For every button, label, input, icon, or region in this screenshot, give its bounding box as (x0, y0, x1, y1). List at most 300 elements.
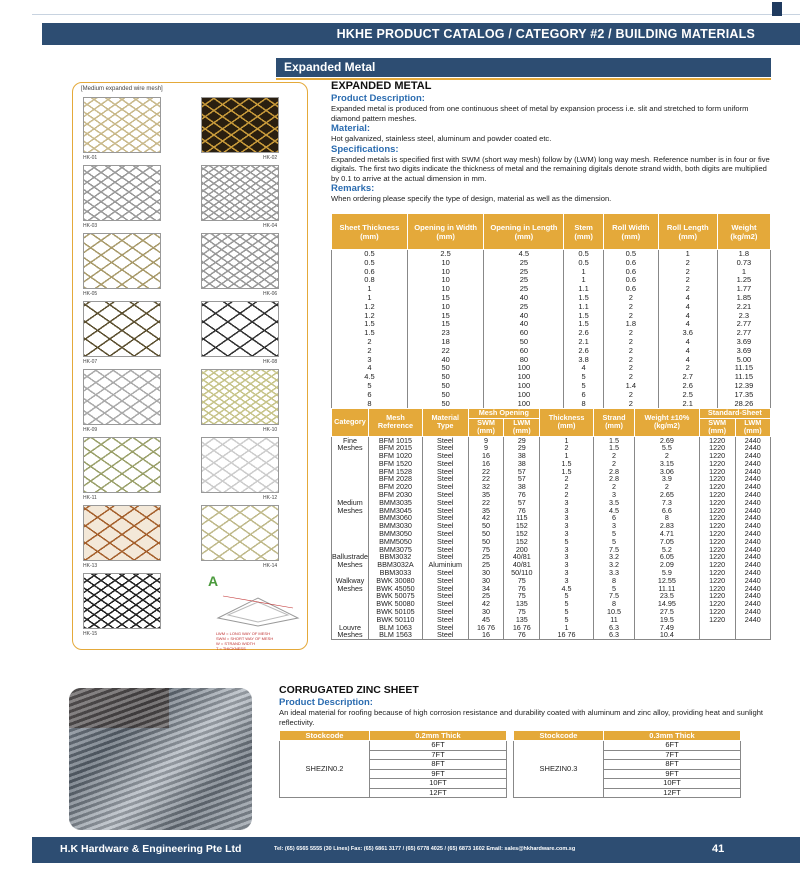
mesh-swatch (83, 573, 161, 629)
table-cell: 50 (484, 338, 564, 347)
table-header-cell: Roll Width (mm) (603, 214, 658, 250)
table-cell: 100 (484, 391, 564, 400)
swatch-label: HK-06 (263, 291, 278, 297)
table-cell: 38 (504, 483, 540, 491)
table-cell: 0.5 (332, 259, 408, 268)
table-cell: BBM3032 (368, 553, 422, 561)
table-cell: Steel (422, 522, 468, 530)
table-cell: 42 (468, 600, 504, 608)
zinc-sheet-photo (69, 688, 252, 830)
table-cell: 1.2 (332, 303, 408, 312)
table-cell: 1220 (699, 577, 735, 585)
table-cell: 11.15 (717, 373, 770, 382)
mesh-swatch (83, 97, 161, 153)
table-cell: 6 (593, 514, 634, 522)
table-cell: 50 (407, 373, 484, 382)
table-cell: 2.7 (658, 373, 717, 382)
table-cell: Meshes (332, 507, 369, 515)
table-cell: BWK 50075 (368, 592, 422, 600)
table-cell: 2 (603, 356, 658, 365)
table-cell: 152 (504, 522, 540, 530)
table-cell: 22 (407, 347, 484, 356)
col-mesh-reference: Mesh Reference (368, 409, 422, 437)
table-cell: BWK 50105 (368, 608, 422, 616)
table-cell: 23.5 (635, 592, 700, 600)
table-cell: 2.6 (564, 347, 604, 356)
table-cell: 2.8 (593, 468, 634, 476)
table-cell: 0.6 (603, 276, 658, 285)
col-swm: SWM (mm) (468, 418, 504, 436)
table-cell: 2 (603, 312, 658, 321)
product-title: EXPANDED METAL (331, 80, 432, 92)
table-cell: 1 (658, 250, 717, 259)
table-cell: 0.6 (332, 268, 408, 277)
table-cell: 2440 (735, 444, 770, 452)
mesh-swatch (83, 301, 161, 357)
table-cell: 1220 (699, 460, 735, 468)
table-cell: 2 (540, 483, 594, 491)
diagram-legend (216, 631, 273, 651)
table-cell: 1220 (699, 608, 735, 616)
table-cell: 2 (540, 475, 594, 483)
table-cell: 0.8 (332, 276, 408, 285)
table-cell: 1 (564, 276, 604, 285)
table-cell: 1220 (699, 452, 735, 460)
table-cell: 1.1 (564, 303, 604, 312)
table-cell: 16 (468, 631, 504, 639)
size-cell: 9FT (604, 769, 741, 779)
table-cell: 1220 (699, 444, 735, 452)
table-cell: Ballustrade (332, 552, 368, 562)
table-cell: 2 (603, 329, 658, 338)
table-cell: 40 (484, 294, 564, 303)
table-cell: 29 (504, 436, 540, 444)
table-cell: 1.5 (593, 444, 634, 452)
corner-tab (772, 2, 782, 16)
table-cell: 152 (504, 538, 540, 546)
table-cell: Louvre (332, 624, 369, 632)
table-cell: 22 (468, 468, 504, 476)
table-row (332, 268, 771, 277)
size-cell: 10FT (604, 779, 741, 789)
mesh-swatch (201, 505, 279, 561)
size-cell: 6FT (370, 741, 507, 751)
table-cell: Steel (422, 538, 468, 546)
table-cell: 1.5 (540, 460, 594, 468)
table-row (332, 303, 771, 312)
table-cell: 3 (332, 356, 408, 365)
table-cell: Steel (422, 475, 468, 483)
swatch-label: HK-03 (83, 223, 98, 229)
table-cell: 16 (468, 452, 504, 460)
swatch-label: HK-02 (263, 155, 278, 161)
table-cell: 1 (332, 285, 408, 294)
col-category: Category (332, 409, 369, 437)
mesh-swatch (201, 233, 279, 289)
table-row (332, 382, 771, 391)
table-cell: 2440 (735, 538, 770, 546)
table-cell: 3 (593, 491, 634, 499)
swatch-label: HK-15 (83, 631, 98, 637)
table-cell: Steel (422, 468, 468, 476)
table-cell: Walkway (332, 577, 369, 585)
table-cell: 2440 (735, 507, 770, 515)
mesh-swatch (201, 97, 279, 153)
table-cell: 2 (635, 483, 700, 491)
table-cell: 4 (658, 320, 717, 329)
table-cell: 0.5 (603, 250, 658, 259)
table-cell: 1.5 (593, 436, 634, 444)
table-cell: 30 (468, 577, 504, 585)
table-cell: 2440 (735, 585, 770, 593)
table-cell (332, 483, 369, 491)
table-cell: 25 (484, 268, 564, 277)
table-cell: 38 (504, 452, 540, 460)
table-cell: Aluminium (422, 561, 468, 569)
table-cell: 4 (658, 347, 717, 356)
table-cell: 50 (468, 538, 504, 546)
table-cell: Steel (422, 507, 468, 515)
table-cell: 76 (504, 507, 540, 515)
table-cell: 5 (540, 592, 594, 600)
table-cell: 0.6 (603, 268, 658, 277)
table-cell: Steel (422, 499, 468, 507)
table-cell: 75 (504, 608, 540, 616)
table-cell: 2 (593, 460, 634, 468)
table-cell: 19.5 (635, 616, 700, 624)
table-row (332, 356, 771, 365)
diagram-label: A (208, 573, 219, 589)
table-cell: 5 (540, 600, 594, 608)
table-cell: 1 (564, 268, 604, 277)
table-row (332, 338, 771, 347)
table-cell: BWK 50080 (368, 600, 422, 608)
table-cell: 1.1 (564, 285, 604, 294)
table-cell: 18 (407, 338, 484, 347)
size-cell: 10FT (370, 779, 507, 789)
table-cell: 2440 (735, 577, 770, 585)
table-cell: 8 (332, 400, 408, 409)
table-cell: 8 (635, 514, 700, 522)
swatch-label: HK-05 (83, 291, 98, 297)
table-cell: BFM 1020 (368, 452, 422, 460)
catalog-header: HKHE PRODUCT CATALOG / CATEGORY #2 / BUILDING MATERIALS (42, 23, 800, 45)
table-cell: 3.15 (635, 460, 700, 468)
stockcode-cell: SHEZIN0.2 (280, 741, 370, 798)
table-cell: Steel (422, 452, 468, 460)
table-cell: Steel (422, 631, 468, 639)
table-cell: 2.1 (658, 400, 717, 409)
table-cell: 50 (407, 391, 484, 400)
table-header-cell: Opening in Length (mm) (484, 214, 564, 250)
col-material-type: Material Type (422, 409, 468, 437)
table-cell: 3 (540, 530, 594, 538)
table-cell: 1 (540, 436, 594, 444)
size-cell: 8FT (604, 760, 741, 770)
table-cell (332, 600, 369, 608)
mesh-swatch (201, 301, 279, 357)
table-cell: 2.09 (635, 561, 700, 569)
table-cell: 0.6 (603, 285, 658, 294)
table-header-cell: Stockcode (514, 731, 604, 741)
table-cell: 14.95 (635, 600, 700, 608)
table-cell: 6 (332, 391, 408, 400)
table-cell: 57 (504, 468, 540, 476)
mesh-samples-panel (72, 82, 308, 650)
table-cell: BFM 2030 (368, 491, 422, 499)
table-cell: 1.5 (332, 320, 408, 329)
table-cell: 3.8 (564, 356, 604, 365)
table-cell: 4 (658, 338, 717, 347)
table-cell: Steel (422, 514, 468, 522)
table-cell: 6.3 (593, 631, 634, 639)
table-cell: 42 (468, 514, 504, 522)
table-cell: 1.2 (332, 312, 408, 321)
table-cell: 1.5 (332, 329, 408, 338)
table-cell: 15 (407, 312, 484, 321)
table-cell (332, 592, 369, 600)
table-cell: 3.06 (635, 468, 700, 476)
table-cell (332, 538, 369, 546)
table-cell: 2440 (735, 522, 770, 530)
table-cell: 60 (484, 329, 564, 338)
table-cell: 3.5 (593, 499, 634, 507)
table-row (332, 329, 771, 338)
table-cell: 2440 (735, 569, 770, 577)
table-cell: 1.4 (603, 382, 658, 391)
table-cell: 4.71 (635, 530, 700, 538)
table-cell: 2.3 (717, 312, 770, 321)
table-cell: 17.35 (717, 391, 770, 400)
table-cell: 3.6 (658, 329, 717, 338)
table-cell: Steel (422, 624, 468, 632)
table-cell: 2 (603, 338, 658, 347)
table-cell: 35 (468, 507, 504, 515)
table-cell: 40 (484, 312, 564, 321)
table-cell: 2.8 (593, 475, 634, 483)
table-cell: Steel (422, 553, 468, 561)
table-cell: 3 (540, 553, 594, 561)
col-standard-sheet: Standard-Sheet (699, 409, 770, 419)
table-header-cell: 0.3mm Thick (604, 731, 741, 741)
table-cell: 29 (504, 444, 540, 452)
table-header-cell: Opening in Width (mm) (407, 214, 484, 250)
expanded-metal-text (331, 80, 771, 204)
table-cell: 1.5 (564, 320, 604, 329)
table-cell: 2440 (735, 616, 770, 624)
table-cell: Steel (422, 444, 468, 452)
table-cell: 3 (593, 522, 634, 530)
size-cell: 7FT (604, 750, 741, 760)
table-header-row (332, 409, 771, 419)
table-cell: 1 (540, 452, 594, 460)
table-cell: 6.3 (593, 624, 634, 632)
table-cell: 1220 (699, 553, 735, 561)
table-cell: 38 (504, 460, 540, 468)
table-cell: 2440 (735, 514, 770, 522)
table-cell: 11.11 (635, 585, 700, 593)
table-cell: 2 (658, 276, 717, 285)
table-cell: 80 (484, 356, 564, 365)
table-cell: 28.26 (717, 400, 770, 409)
panel-caption: [Medium expanded wire mesh] (81, 86, 163, 92)
table-cell: 6.05 (635, 553, 700, 561)
table-cell: 1220 (699, 468, 735, 476)
table-header-row (514, 731, 741, 741)
table-cell: Meshes (332, 585, 369, 593)
table-cell: 1.8 (717, 250, 770, 259)
table-cell: Steel (422, 530, 468, 538)
table-cell: 3 (540, 577, 594, 585)
swatch-label: HK-10 (263, 427, 278, 433)
table-cell: 115 (504, 514, 540, 522)
table-cell: 3.9 (635, 475, 700, 483)
table-cell: 2.21 (717, 303, 770, 312)
size-cell: 12FT (370, 788, 507, 798)
table-cell: 8 (593, 600, 634, 608)
col-sheet-lwm: LWM (mm) (735, 418, 770, 436)
table-cell: 45 (468, 616, 504, 624)
table-cell: 1.77 (717, 285, 770, 294)
table-cell: Fine (332, 436, 369, 444)
legend-line: T = THICKNESS (216, 646, 246, 651)
table-cell: 50 (407, 382, 484, 391)
table-cell: 76 (504, 631, 540, 639)
table-cell: 3 (540, 507, 594, 515)
table-cell (699, 631, 735, 639)
table-cell: 100 (484, 400, 564, 409)
table-cell: 3 (540, 522, 594, 530)
size-cell: 12FT (604, 788, 741, 798)
table-cell: 2440 (735, 530, 770, 538)
table-row (332, 276, 771, 285)
table-cell: 5 (593, 585, 634, 593)
table-cell: 4.5 (484, 250, 564, 259)
table-cell: 5 (540, 538, 594, 546)
table-row (332, 631, 771, 639)
table-cell: 11.15 (717, 364, 770, 373)
table-cell: 8 (564, 400, 604, 409)
swatch-label: HK-08 (263, 359, 278, 365)
table-cell: 4.5 (540, 585, 594, 593)
spec-table (331, 213, 771, 409)
table-cell: 76 (504, 585, 540, 593)
swatch-label: HK-01 (83, 155, 98, 161)
footer (32, 837, 800, 863)
desc-heading: Product Description: (331, 93, 425, 104)
table-cell: 3.2 (593, 561, 634, 569)
table-cell: 32 (468, 483, 504, 491)
table-header-cell: Stockcode (280, 731, 370, 741)
table-cell (332, 530, 369, 538)
table-row (332, 373, 771, 382)
spec-text: Expanded metals is specified first with SWM (short way mesh) follow by (LWM) long way mesh. Reference number is in four or five digitals. The first two digits indicate the thickness of metal and the remaining digitals denote strand width, both digits are multiplied by 0.1 to arrive at the actual dimension in mm. (331, 154, 770, 183)
table-cell: 2.65 (635, 491, 700, 499)
mesh-swatch (201, 437, 279, 493)
table-cell: 25 (468, 561, 504, 569)
table-cell: BFM 1015 (368, 436, 422, 444)
table-cell: BMM3050 (368, 530, 422, 538)
table-cell: 1220 (699, 436, 735, 444)
table-cell: 2.83 (635, 522, 700, 530)
table-cell: 5 (540, 616, 594, 624)
table-cell: BFM 2028 (368, 475, 422, 483)
table-cell: 6.6 (635, 507, 700, 515)
table-cell: 1.25 (717, 276, 770, 285)
table-cell: 0.6 (603, 259, 658, 268)
desc-text: Expanded metal is produced from one continuous sheet of metal by expansion process i.e. slit and stretched to form uniform diamond pattern meshes. (331, 104, 749, 123)
table-cell: 23 (407, 329, 484, 338)
table-cell: 2 (603, 347, 658, 356)
table-cell: 60 (484, 347, 564, 356)
table-cell: BMM5050 (368, 538, 422, 546)
size-cell: 8FT (370, 760, 507, 770)
table-header-cell: 0.2mm Thick (370, 731, 507, 741)
table-cell: 1220 (699, 600, 735, 608)
table-cell: 7.5 (593, 592, 634, 600)
table-cell: 2440 (735, 452, 770, 460)
table-cell: Meshes (332, 561, 369, 569)
table-cell: 4.5 (593, 507, 634, 515)
table-cell: BBM3032A (368, 561, 422, 569)
table-cell: 30 (468, 569, 504, 577)
table-cell: Steel (422, 592, 468, 600)
table-cell: Steel (422, 546, 468, 554)
table-cell (332, 468, 369, 476)
table-row (332, 285, 771, 294)
table-cell: 1220 (699, 538, 735, 546)
table-cell: Steel (422, 460, 468, 468)
table-cell: 2440 (735, 608, 770, 616)
table-cell (332, 452, 369, 460)
table-cell: Meshes (332, 631, 369, 639)
table-cell: 34 (468, 585, 504, 593)
table-row (332, 391, 771, 400)
swatch-label: HK-04 (263, 223, 278, 229)
table-cell: 1.5 (564, 312, 604, 321)
table-cell: 2.77 (717, 320, 770, 329)
page-number: 41 (712, 843, 725, 855)
table-cell: 25 (468, 592, 504, 600)
table-cell: 1220 (699, 491, 735, 499)
table-row (332, 294, 771, 303)
table-cell: 2440 (735, 483, 770, 491)
table-cell: BMM3045 (368, 507, 422, 515)
mesh-swatch (83, 437, 161, 493)
table-cell: 12.55 (635, 577, 700, 585)
table-cell: 1.5 (540, 468, 594, 476)
table-cell: 5.5 (635, 444, 700, 452)
table-cell: Steel (422, 436, 468, 444)
size-cell: 7FT (370, 750, 507, 760)
table-cell: BLM 1563 (368, 631, 422, 639)
table-cell: 2 (658, 268, 717, 277)
table-cell: 2 (603, 294, 658, 303)
table-cell: 3 (540, 514, 594, 522)
top-strip (0, 0, 800, 20)
table-row (332, 312, 771, 321)
col-lwm: LWM (mm) (504, 418, 540, 436)
table-header-cell: Stem (mm) (564, 214, 604, 250)
table-cell: 7.05 (635, 538, 700, 546)
table-cell: 1220 (699, 475, 735, 483)
swatch-label: HK-14 (263, 563, 278, 569)
table-header-cell: Sheet Thickness (mm) (332, 214, 408, 250)
table-cell: 15 (407, 320, 484, 329)
table-cell: BMM3030 (368, 522, 422, 530)
table-cell: BMM3075 (368, 546, 422, 554)
table-cell: 7.3 (635, 499, 700, 507)
